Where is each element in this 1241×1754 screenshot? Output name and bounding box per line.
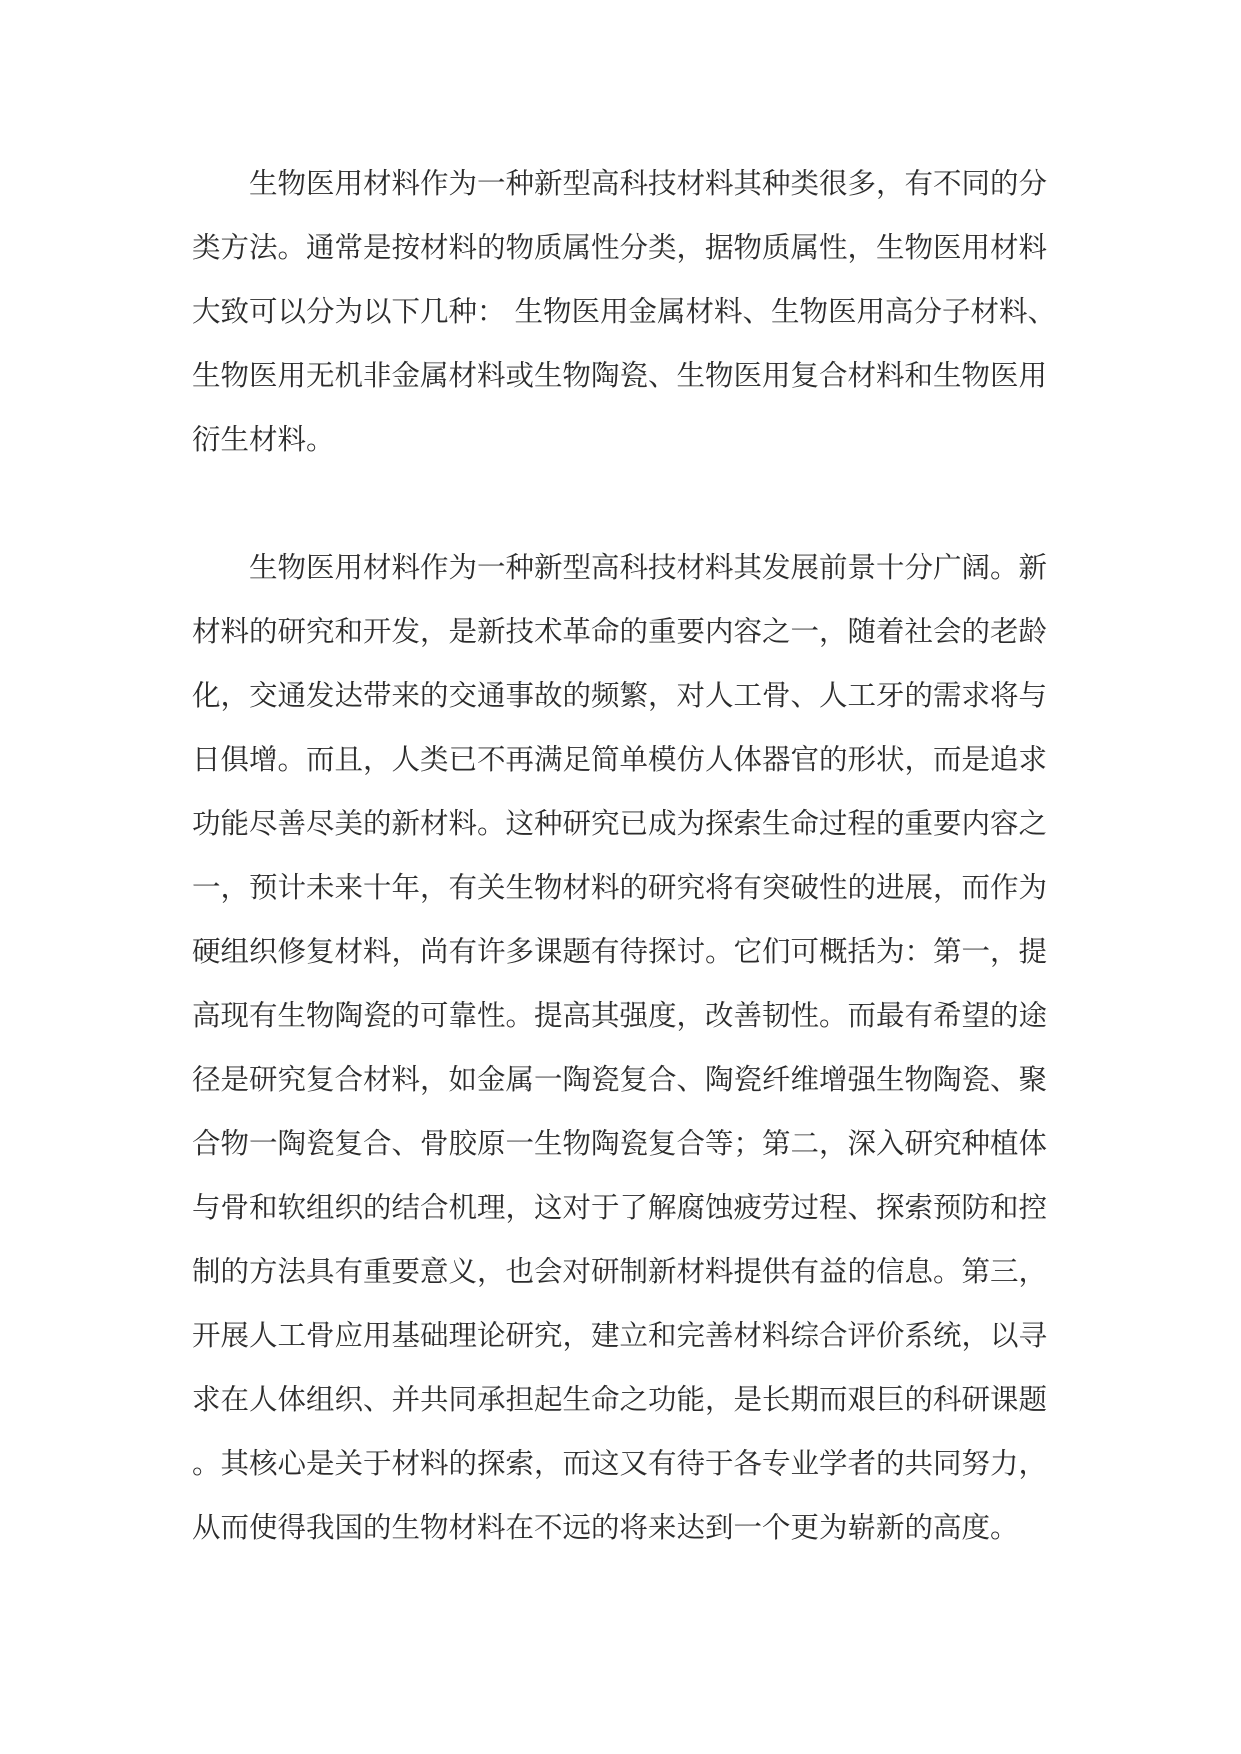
text-line: 与骨和软组织的结合机理，这对于了解腐蚀疲劳过程、探索预防和控 (192, 1191, 1048, 1224)
text-line: 一，预计未来十年，有关生物材料的研究将有突破性的进展，而作为 (192, 871, 1048, 904)
text-line: 制的方法具有重要意义，也会对研制新材料提供有益的信息。第三， (192, 1255, 1048, 1288)
text-line: 生物医用无机非金属材料或生物陶瓷、生物医用复合材料和生物医用 (192, 359, 1048, 392)
text-line: 高现有生物陶瓷的可靠性。提高其强度，改善韧性。而最有希望的途 (192, 999, 1048, 1032)
text-line: 生物医用材料作为一种新型高科技材料其发展前景十分广阔。新 (249, 551, 1048, 584)
paragraph-classification (192, 152, 1072, 472)
text-line: 从而使得我国的生物材料在不远的将来达到一个更为崭新的高度。 (192, 1511, 1019, 1544)
text-line: 生物医用材料作为一种新型高科技材料其种类很多，有不同的分 (249, 167, 1048, 200)
text-line: 合物一陶瓷复合、骨胶原一生物陶瓷复合等；第二，深入研究种植体 (192, 1127, 1048, 1160)
text-line: 功能尽善尽美的新材料。这种研究已成为探索生命过程的重要内容之 (192, 807, 1048, 840)
text-line: 化，交通发达带来的交通事故的频繁，对人工骨、人工牙的需求将与 (192, 679, 1048, 712)
paragraph-prospects (192, 536, 1072, 1560)
text-line: 材料的研究和开发，是新技术革命的重要内容之一，随着社会的老龄 (192, 615, 1048, 648)
text-line: 开展人工骨应用基础理论研究，建立和完善材料综合评价系统，以寻 (192, 1319, 1048, 1352)
text-line: 径是研究复合材料，如金属一陶瓷复合、陶瓷纤维增强生物陶瓷、聚 (192, 1063, 1048, 1096)
text-line: 求在人体组织、并共同承担起生命之功能，是长期而艰巨的科研课题 (192, 1383, 1048, 1416)
text-line: 。其核心是关于材料的探索，而这又有待于各专业学者的共同努力， (192, 1447, 1048, 1480)
text-line: 衍生材料。 (192, 423, 335, 456)
text-line: 日俱增。而且，人类已不再满足简单模仿人体器官的形状，而是追求 (192, 743, 1048, 776)
text-line: 类方法。通常是按材料的物质属性分类，据物质属性，生物医用材料 (192, 231, 1048, 264)
text-line: 大致可以分为以下几种： 生物医用金属材料、生物医用高分子材料、 (192, 295, 1057, 328)
text-line: 硬组织修复材料，尚有许多课题有待探讨。它们可概括为：第一，提 (192, 935, 1048, 968)
